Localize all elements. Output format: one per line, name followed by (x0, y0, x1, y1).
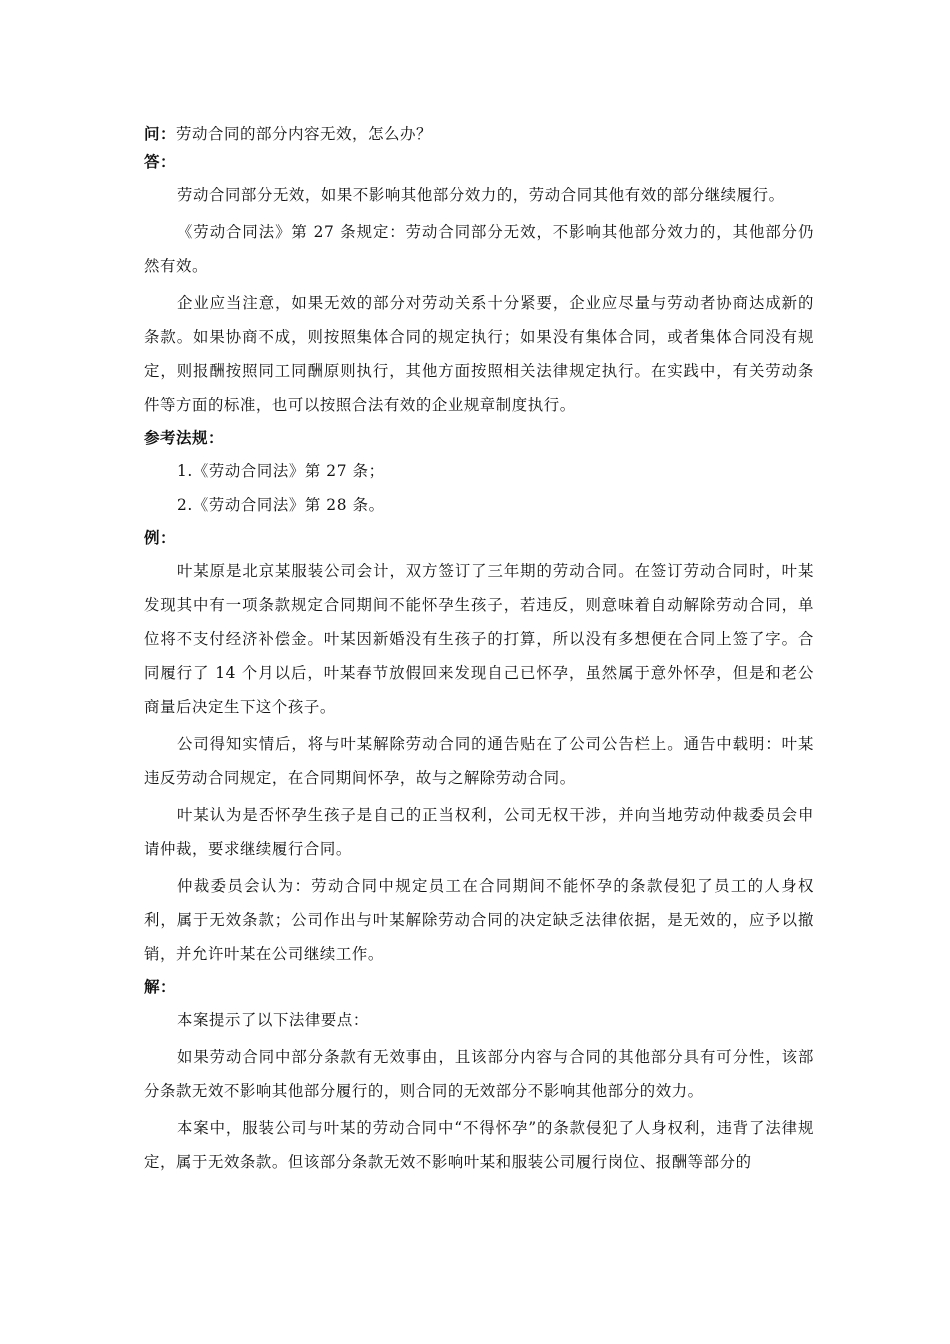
solution-paragraph-2: 如果劳动合同中部分条款有无效事由，且该部分内容与合同的其他部分具有可分性，该部分条款无效不影响其他部分履行的，则合同的无效部分不影响其他部分的效力。 (144, 1048, 814, 1100)
example-paragraph-2: 公司得知实情后，将与叶某解除劳动合同的通告贴在了公司公告栏上。通告中载明：叶某违反劳动合同规定，在合同期间怀孕，故与之解除劳动合同。 (144, 735, 814, 787)
answer-heading: 答： (144, 153, 177, 171)
solution-paragraph-3: 本案中，服装公司与叶某的劳动合同中“不得怀孕”的条款侵犯了人身权利，违背了法律规定，属于无效条款。但该部分条款无效不影响叶某和服装公司履行岗位、报酬等部分的 (144, 1119, 814, 1171)
question-text: 劳动合同的部分内容无效，怎么办？ (176, 125, 433, 143)
example-paragraph-3: 叶某认为是否怀孕生孩子是自己的正当权利，公司无权干涉，并向当地劳动仲裁委员会申请仲裁，要求继续履行合同。 (144, 806, 814, 858)
reference-item-2: 2.《劳动合同法》第 28 条。 (177, 496, 385, 514)
question-label: 问： (144, 125, 177, 143)
answer-paragraph-2: 《劳动合同法》第 27 条规定：劳动合同部分无效，不影响其他部分效力的，其他部分仍然有效。 (144, 223, 814, 275)
solution-heading: 解： (144, 978, 177, 996)
solution-paragraph-1: 本案提示了以下法律要点： (177, 1011, 369, 1029)
reference-item-1: 1.《劳动合同法》第 27 条； (177, 462, 385, 480)
example-heading: 例： (144, 529, 177, 547)
example-paragraph-4: 仲裁委员会认为：劳动合同中规定员工在合同期间不能怀孕的条款侵犯了员工的人身权利，属于无效条款；公司作出与叶某解除劳动合同的决定缺乏法律依据，是无效的，应予以撤销，并允许叶某在公司继续工作。 (144, 877, 814, 963)
answer-paragraph-3: 企业应当注意，如果无效的部分对劳动关系十分紧要，企业应尽量与劳动者协商达成新的条款。如果协商不成，则按照集体合同的规定执行；如果没有集体合同，或者集体合同没有规定，则报酬按照同工同酬原则执行，其他方面按照相关法律规定执行。在实践中，有关劳动条件等方面的标准，也可以按照合法有效的企业规章制度执行。 (144, 294, 814, 414)
document-body (144, 122, 814, 1182)
answer-paragraph-1: 劳动合同部分无效，如果不影响其他部分效力的，劳动合同其他有效的部分继续履行。 (177, 186, 785, 204)
example-paragraph-1: 叶某原是北京某服装公司会计，双方签订了三年期的劳动合同。在签订劳动合同时，叶某发现其中有一项条款规定合同期间不能怀孕生孩子，若违反，则意味着自动解除劳动合同，单位将不支付经济补偿金。叶某因新婚没有生孩子的打算，所以没有多想便在合同上签了字。合同履行了 14 个月以后，叶某春节放假回来发现自己已怀孕，虽然属于意外怀孕，但是和老公商量后决定生下这个孩子。 (144, 562, 814, 716)
references-heading: 参考法规： (144, 429, 225, 447)
question-heading (144, 122, 814, 146)
